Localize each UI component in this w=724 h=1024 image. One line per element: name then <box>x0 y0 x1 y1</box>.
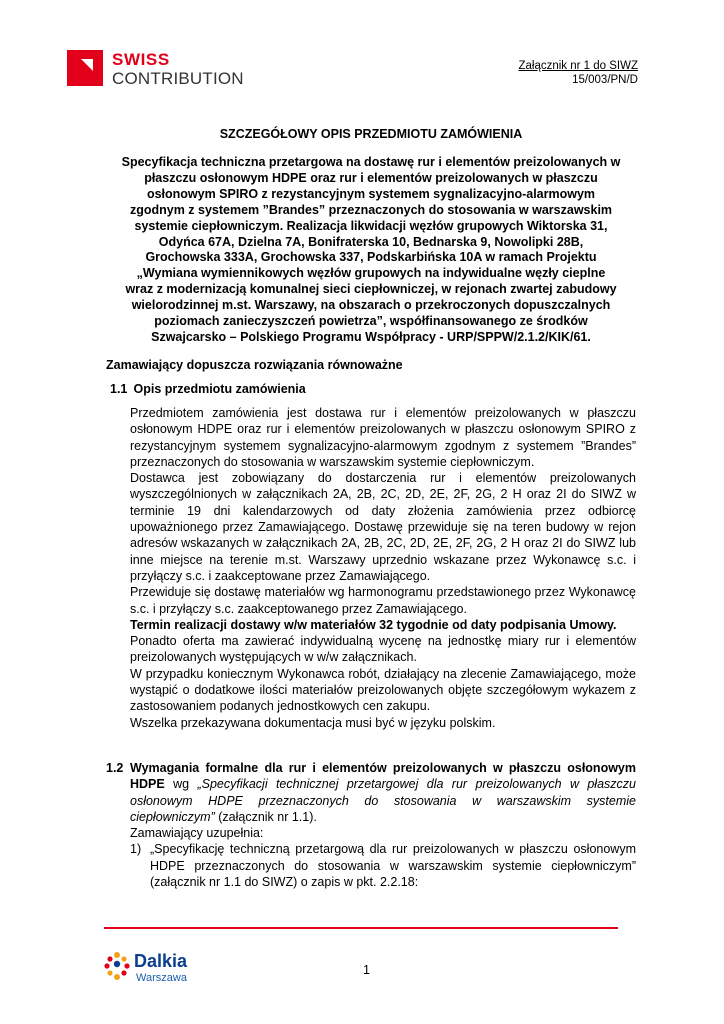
paragraph: Przedmiotem zamówienia jest dostawa rur i elementów preizolowanych w płaszczu osłonowym HDPE oraz rur i elementów preizolowanych w płaszczu osłonowym SPIRO z rezystancyjnym systemem sygnalizacyjno-alarmowym zgodnym z systemem ”Brandes” przeznaczonych do stosowania w warszawskim systemie ciepłowniczym. <box>130 406 636 469</box>
reference-number: 15/003/PN/D <box>572 73 638 86</box>
footer-divider <box>104 927 618 929</box>
page-number: 1 <box>363 963 370 977</box>
section-requirements <box>106 760 636 890</box>
list-item <box>130 841 636 890</box>
section-number: 1.1 <box>110 382 128 396</box>
equivalent-solutions-note: Zamawiający dopuszcza rozwiązania równoważne <box>106 358 403 372</box>
document-reference <box>518 60 638 87</box>
swiss-logo-mark-icon <box>67 50 103 86</box>
list-item-text: „Specyfikację techniczną przetargową dla rur preizolowanych w płaszczu osłonowym HDPE przeznaczonych do stosowania w warszawskim systemie ciepłowniczym” (załącznik nr 1.1 do SIWZ) o zapis w pkt. 2.2.18: <box>150 842 636 890</box>
section-content <box>130 760 636 890</box>
spec-line: zgodnym z systemem ”Brandes” przeznaczonych do stosowania w warszawskim <box>129 202 613 217</box>
section-heading <box>110 382 306 396</box>
dalkia-city: Warszawa <box>136 972 187 984</box>
logo-text-contribution: CONTRIBUTION <box>112 69 244 88</box>
spec-line: systemie ciepłowniczym. Realizacja likwidacji węzłów grupowych Wiktorska 31, <box>134 218 608 233</box>
dalkia-brand-name: Dalkia <box>134 951 188 971</box>
requirements-heading-bold: Wymagania formalne dla rur i elementów preizolowanych w płaszczu osłonowym HDPE <box>130 761 636 792</box>
dalkia-logo <box>104 951 224 991</box>
swiss-contribution-logo <box>67 50 257 90</box>
spec-line: Grochowska 333A, Grochowska 337, Podskarbińska 10A w ramach Projektu <box>145 250 597 265</box>
supplement-intro: Zamawiający uzupełnia: <box>130 826 264 841</box>
spec-line: wraz z modernizacją komunalnej sieci ciepłowniczej, w rejonach zwartej zabudowy <box>125 282 617 297</box>
paragraph: Dostawca jest zobowiązany do dostarczenia rur i elementów preizolowanych wyszczególnionych w załącznikach 2A, 2B, 2C, 2D, 2E, 2F, 2G, 2 H oraz 2I do SIWZ w terminie 19 dni kalendarzowych od daty złożenia zamówienia przez odbiorcę upoważnionego przez Zamawiającego. Dostawę przewiduje się na teren budowy w rejon adresów wskazanych w załącznikach 2A, 2B, 2C, 2D, 2E, 2F, 2G, 2 H oraz 2I do SIWZ lub inne miejsce na terenie m.st. Warszawy uprzednio wskazane przez Wykonawcę s.c. i przyłączy s.c. i zaakceptowane przez Zamawiającego. <box>130 471 636 583</box>
requirements-heading-italic: „Specyfikacji technicznej przetargowej dla rur preizolowanych w płaszczu osłonowym HDPE przeznaczonych do stosowania w warszawskim systemie ciepłowniczym” <box>130 777 636 824</box>
dalkia-flower-icon <box>104 951 132 981</box>
spec-line: płaszczu osłonowym HDPE oraz rur i elementów preizolowanych w płaszczu <box>144 170 598 185</box>
paragraph: Wszelka przekazywana dokumentacja musi być w języku polskim. <box>130 715 496 730</box>
requirements-heading-tail: (załącznik nr 1.1). <box>214 809 317 824</box>
spec-line: Specyfikacja techniczna przetargowa na dostawę rur i elementów preizolowanych w <box>121 155 621 169</box>
section-number: 1.2 <box>106 761 124 775</box>
spec-line: osłonowym SPIRO z rezystancyjnym systemem sygnalizacyjno-alarmowym <box>146 186 596 201</box>
delivery-deadline: Termin realizacji dostawy w/w materiałów 32 tygodnie od daty podpisania Umowy. <box>130 617 617 632</box>
document-title: SZCZEGÓŁOWY OPIS PRZEDMIOTU ZAMÓWIENIA <box>219 127 523 141</box>
section-title: Opis przedmiotu zamówienia <box>133 382 306 396</box>
paragraph: W przypadku koniecznym Wykonawca robót, działający na zlecenie Zamawiającego, może wystąpić o dodatkowe ilości materiałów preizolowanych objęte szczegółowym wykazem z zastosowaniem podanych jednostkowych cen zakupu. <box>130 666 636 714</box>
section-body <box>130 405 636 731</box>
requirements-heading-wg: wg <box>164 777 198 792</box>
spec-line: Odyńca 67A, Dzielna 7A, Bonifraterska 10, Bednarska 9, Nowolipki 28B, <box>158 234 584 249</box>
list-item-number: 1) <box>130 842 142 857</box>
spec-line: poziomach zanieczyszczeń powietrza”, współfinansowanego ze środków <box>154 314 588 329</box>
spec-line: wielorodzinnej m.st. Warszawy, na obszarach o przekroczonych dopuszczalnych <box>131 298 611 313</box>
paragraph: Przewiduje się dostawę materiałów wg harmonogramu przedstawionego przez Wykonawcę s.c. i przyłączy s.c. zaakceptowanego przez Zamawiającego. <box>130 585 636 616</box>
spec-line: Szwajcarsko – Polskiego Programu Współpracy - URP/SPPW/2.1.2/KIK/61. <box>151 329 591 344</box>
requirements-heading <box>130 760 636 825</box>
logo-text-swiss: SWISS <box>112 50 170 69</box>
paragraph: Ponadto oferta ma zawierać indywidualną wycenę na jednostkę miary rur i elementów preizolowanych występujących w w/w załącznikach. <box>130 634 636 665</box>
attachment-label: Załącznik nr 1 do SIWZ <box>518 60 638 72</box>
specification-block <box>106 155 636 346</box>
spec-line: „Wymiana wymiennikowych węzłów grupowych na indywidualne węzły cieplne <box>136 266 606 281</box>
